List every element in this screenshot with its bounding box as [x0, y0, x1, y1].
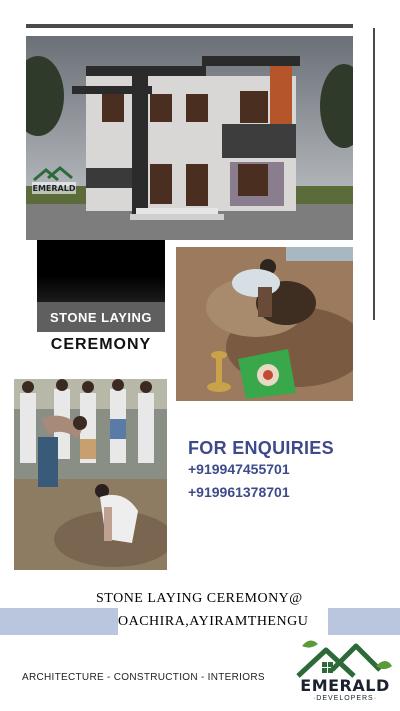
logo-tagline: ·DEVELOPERS· — [312, 695, 378, 702]
caption-location: OACHIRA,AYIRAMTHENGU — [118, 608, 328, 635]
phone-number[interactable]: +919961378701 — [188, 484, 290, 500]
phone-number[interactable]: +919947455701 — [188, 461, 290, 477]
top-divider — [26, 24, 353, 28]
services-tagline: ARCHITECTURE - CONSTRUCTION - INTERIORS — [22, 672, 265, 683]
group-ceremony-photo — [14, 379, 167, 570]
logo-name: EMERALD — [300, 676, 390, 695]
svg-text:EMERALD: EMERALD — [32, 184, 76, 193]
digging-ceremony-photo — [176, 247, 353, 401]
ceremony-label: CEREMONY — [50, 336, 152, 353]
enquiries-heading: FOR ENQUIRIES — [188, 438, 334, 458]
house-render-image — [26, 36, 353, 240]
caption-band-left — [0, 608, 118, 635]
right-divider — [373, 28, 375, 320]
stone-laying-label: STONE LAYING — [37, 302, 165, 332]
caption-title: STONE LAYING CEREMONY@ — [96, 591, 303, 606]
caption-band-right — [328, 608, 400, 635]
house-roof-icon — [296, 636, 394, 680]
